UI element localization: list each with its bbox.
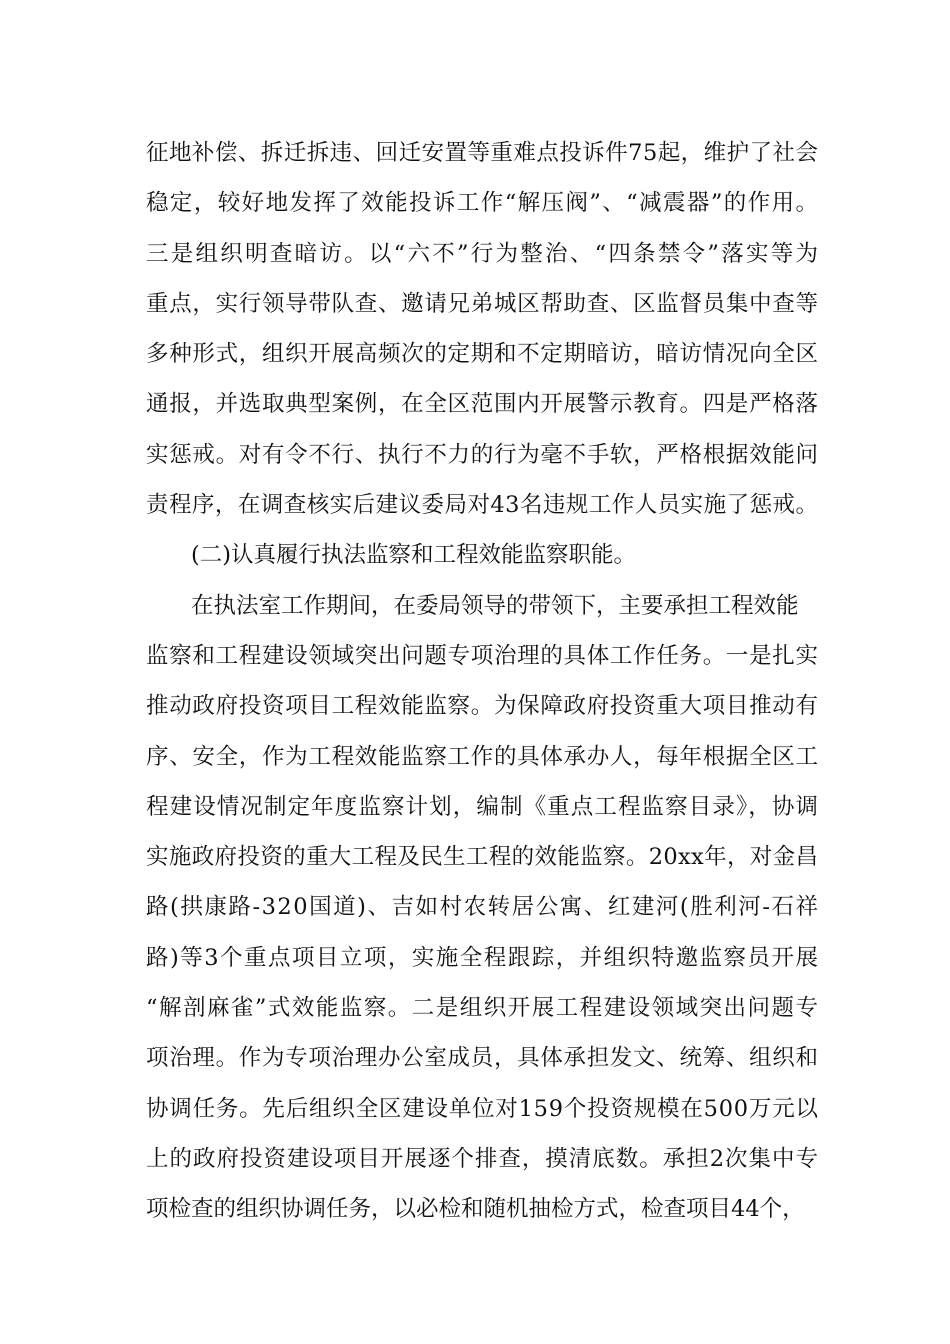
text-line: 稳定，较好地发挥了效能投诉工作“解压阀”、“减震器”的作用。 [146, 190, 820, 217]
text-line: 监察和工程建设领域突出问题专项治理的具体工作任务。一是扎实 [146, 642, 819, 669]
text-line: 三是组织明查暗访。以“六不”行为整治、“四条禁令”落实等为 [146, 240, 821, 267]
text-line: 路(拱康路-320国道)、吉如村农转居公寓、红建河(胜利河-石祥 [146, 894, 820, 921]
text-line: “解剖麻雀”式效能监察。二是组织开展工程建设领域突出问题专 [146, 995, 820, 1022]
text-line: 征地补偿、拆迁拆违、回迁安置等重难点投诉件75起，维护了社会 [146, 140, 819, 166]
text-line: 序、安全，作为工程效能监察工作的具体承办人，每年根据全区工 [146, 743, 819, 770]
paragraph-first-line: 在执法室工作期间，在委局领导的带领下，主要承担工程效能 [191, 592, 799, 619]
text-line: 项治理。作为专项治理办公室成员，具体承担发文、统筹、组织和 [146, 1045, 819, 1072]
document-body [146, 128, 821, 1235]
text-line: 上的政府投资建设项目开展逐个排查，摸清底数。承担2次集中专 [146, 1145, 819, 1172]
paragraph-first-line: (二)认真履行执法监察和工程效能监察职能。 [191, 542, 637, 569]
text-line: 多种形式，组织开展高频次的定期和不定期暗访，暗访情况向全区 [146, 341, 819, 368]
text-line: 程建设情况制定年度监察计划，编制《重点工程监察目录》，协调 [146, 793, 820, 820]
text-line: 责程序，在调查核实后建议委局对43名违规工作人员实施了惩戒。 [146, 492, 819, 519]
text-line: 实施政府投资的重大工程及民生工程的效能监察。20xx年，对金昌 [146, 844, 819, 871]
text-line: 通报，并选取典型案例，在全区范围内开展警示教育。四是严格落 [146, 391, 819, 418]
text-line: 协调任务。先后组织全区建设单位对159个投资规模在500万元以 [146, 1095, 819, 1122]
text-line: 推动政府投资项目工程效能监察。为保障政府投资重大项目推动有 [146, 693, 819, 720]
text-line: 路)等3个重点项目立项，实施全程跟踪，并组织特邀监察员开展 [146, 944, 820, 971]
text-line: 重点，实行领导带队查、邀请兄弟城区帮助查、区监督员集中查等 [146, 290, 819, 317]
text-line: 实惩戒。对有令不行、执行不力的行为毫不手软，严格根据效能问 [146, 441, 819, 468]
text-line: 项检查的组织协调任务，以必检和随机抽检方式，检查项目44个， [146, 1196, 805, 1223]
